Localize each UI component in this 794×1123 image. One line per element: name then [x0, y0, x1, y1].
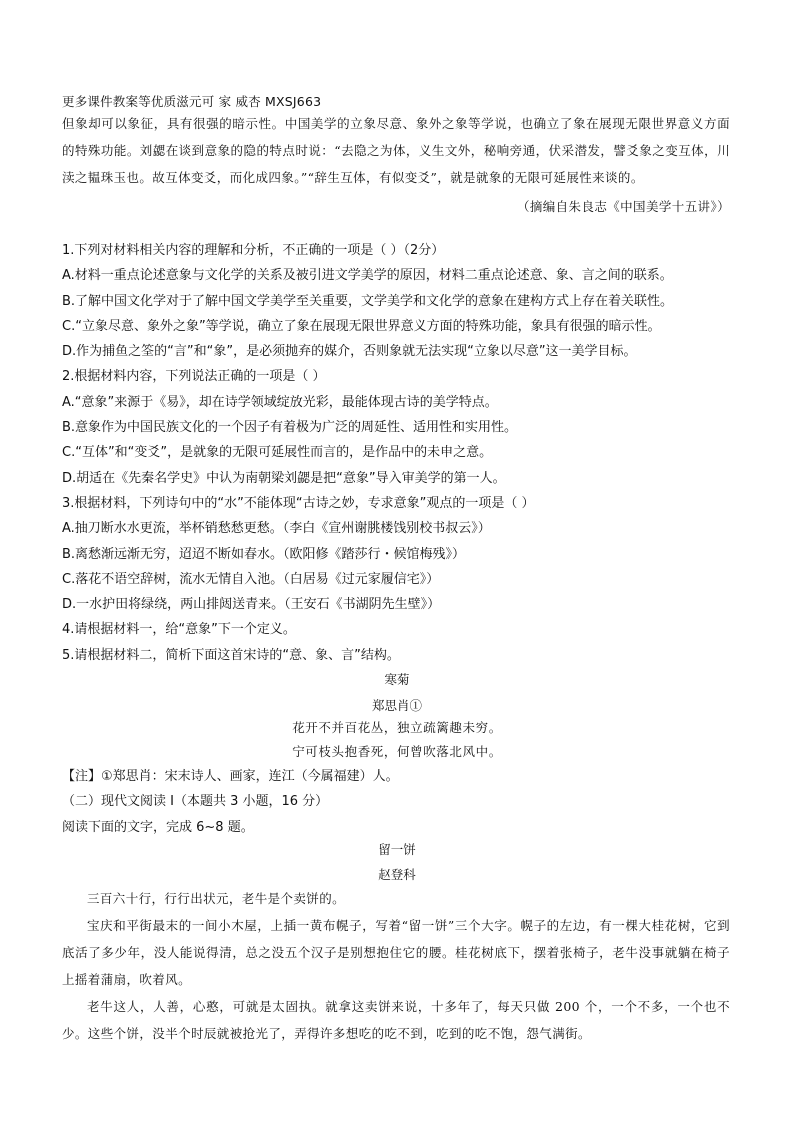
option-b: B.离愁渐远渐无穷，迢迢不断如春水。（欧阳修《踏莎行・候馆梅残》）: [62, 546, 466, 562]
poem-title: 寒菊: [384, 672, 410, 687]
question-stem: 3.根据材料，下列诗句中的“水”不能体现“古诗之妙，专求意象”观点的一项是（ ）: [62, 495, 535, 511]
option-c: C.“互体”和“变爻”，是就象的无限可延展性而言的，是作品中的未申之意。: [62, 445, 493, 461]
material-paragraph: 但象却可以象征，具有很强的暗示性。中国美学的立象尽意、象外之象等学说，也确立了象在展现无限世界意义方面的特殊功能。刘勰在谈到意象的隐的特点时说：“去隐之为体，义生文外，秘响旁通，伏采潜发，譬爻象之变互体，川渎之韫珠玉也。故互体变爻，而化成四象。”“辞生互体，有似变爻”，就是就象的无限可延展性来谈的。: [62, 116, 730, 185]
poem-line-2: 宁可枝头抱香死，何曾吹落北风中。: [292, 744, 502, 759]
question-stem: 2.根据材料内容，下列说法正确的一项是（ ）: [62, 369, 326, 385]
option-d: D.一水护田将绿绕，两山排闼送青来。（王安石《书湖阴先生壁》）: [62, 597, 441, 613]
poem-note: 【注】①郑思肖：宋末诗人、画家，连江（今属福建）人。: [62, 769, 399, 784]
question-1: [62, 238, 730, 364]
question-5: 5.请根据材料二，简析下面这首宋诗的“意、象、言”结构。: [62, 647, 400, 663]
section-intro: [62, 764, 730, 840]
option-b: B.了解中国文化学对于了解中国文学美学至关重要，文学美学和文化学的意象在建构方式上存在着关联性。: [62, 293, 674, 309]
story-body: [62, 885, 730, 1047]
option-a: A.抽刀断水水更流，举杯销愁愁更愁。（李白《宣州谢朓楼饯别校书叔云》）: [62, 521, 491, 537]
option-b: B.意象作为中国民族文化的一个因子有着极为广泛的周延性、适用性和实用性。: [62, 420, 518, 436]
reading-instruction: 阅读下面的文字，完成 6~8 题。: [62, 819, 254, 835]
option-c: C.落花不语空辞树，流水无情自入池。（白居易《过元家履信宅》）: [62, 571, 440, 587]
question-2: [62, 364, 730, 490]
option-a: A.材料一重点论述意象与文化学的关系及被引进文学美学的原因，材料二重点论述意、象、言之间的联系。: [62, 268, 673, 284]
story-author: 赵登科: [378, 867, 416, 882]
story-paragraph: 老牛这人，人善，心憨，可就是太固执。就拿这卖饼来说，十多年了，每天只做 200 个，一个不多，一个也不少。这些个饼，没半个时辰就被抢光了，弄得许多想吃的吃不到，吃到的吃不饱，怨气满街。: [62, 999, 730, 1041]
citation: （摘编自朱良志《中国美学十五讲》）: [516, 199, 730, 214]
header-watermark-line: 更多课件教案等优质滋元可 家 威杏 MXSJ663: [62, 94, 322, 109]
story-paragraph: 三百六十行，行行出状元，老牛是个卖饼的。: [87, 891, 346, 906]
poem-line-1: 花开不并百花丛，独立疏篱趣未穷。: [292, 720, 502, 735]
option-d: D.胡适在《先秦名学史》中认为南朝梁刘勰是把“意象”导入审美学的第一人。: [62, 470, 506, 486]
question-3: [62, 491, 730, 617]
section-heading: （二）现代文阅读 I（本题共 3 小题，16 分）: [62, 794, 329, 810]
questions-block: [62, 238, 730, 668]
story-title: 留一饼: [378, 842, 416, 857]
option-d: D.作为捕鱼之筌的“言”和“象”，是必须抛弃的媒介，否则象就无法实现“立象以尽意”这一美学目标。: [62, 344, 637, 360]
story-paragraph: 宝庆和平街最末的一间小木屋，上插一黄布幌子，写着“留一饼”三个大字。幌子的左边，有一棵大桂花树，它到底活了多少年，没人能说得清，总之没五个汉子是别想抱住它的腰。桂花树底下，摆着张椅子，老牛没事就躺在椅子上摇着蒲扇，吹着风。: [62, 918, 730, 987]
option-a: A.“意象”来源于《易》，却在诗学领域绽放光彩，最能体现古诗的美学特点。: [62, 394, 498, 410]
question-4: 4.请根据材料一，给“意象”下一个定义。: [62, 622, 296, 638]
material-excerpt: [62, 110, 730, 220]
question-stem: 1.下列对材料相关内容的理解和分析，不正确的一项是（ ）（2分）: [62, 243, 445, 258]
option-c: C.“立象尽意、象外之象”等学说，确立了象在展现无限世界意义方面的特殊功能，象具有很强的暗示性。: [62, 318, 661, 334]
poem-author: 郑思肖①: [371, 698, 422, 713]
